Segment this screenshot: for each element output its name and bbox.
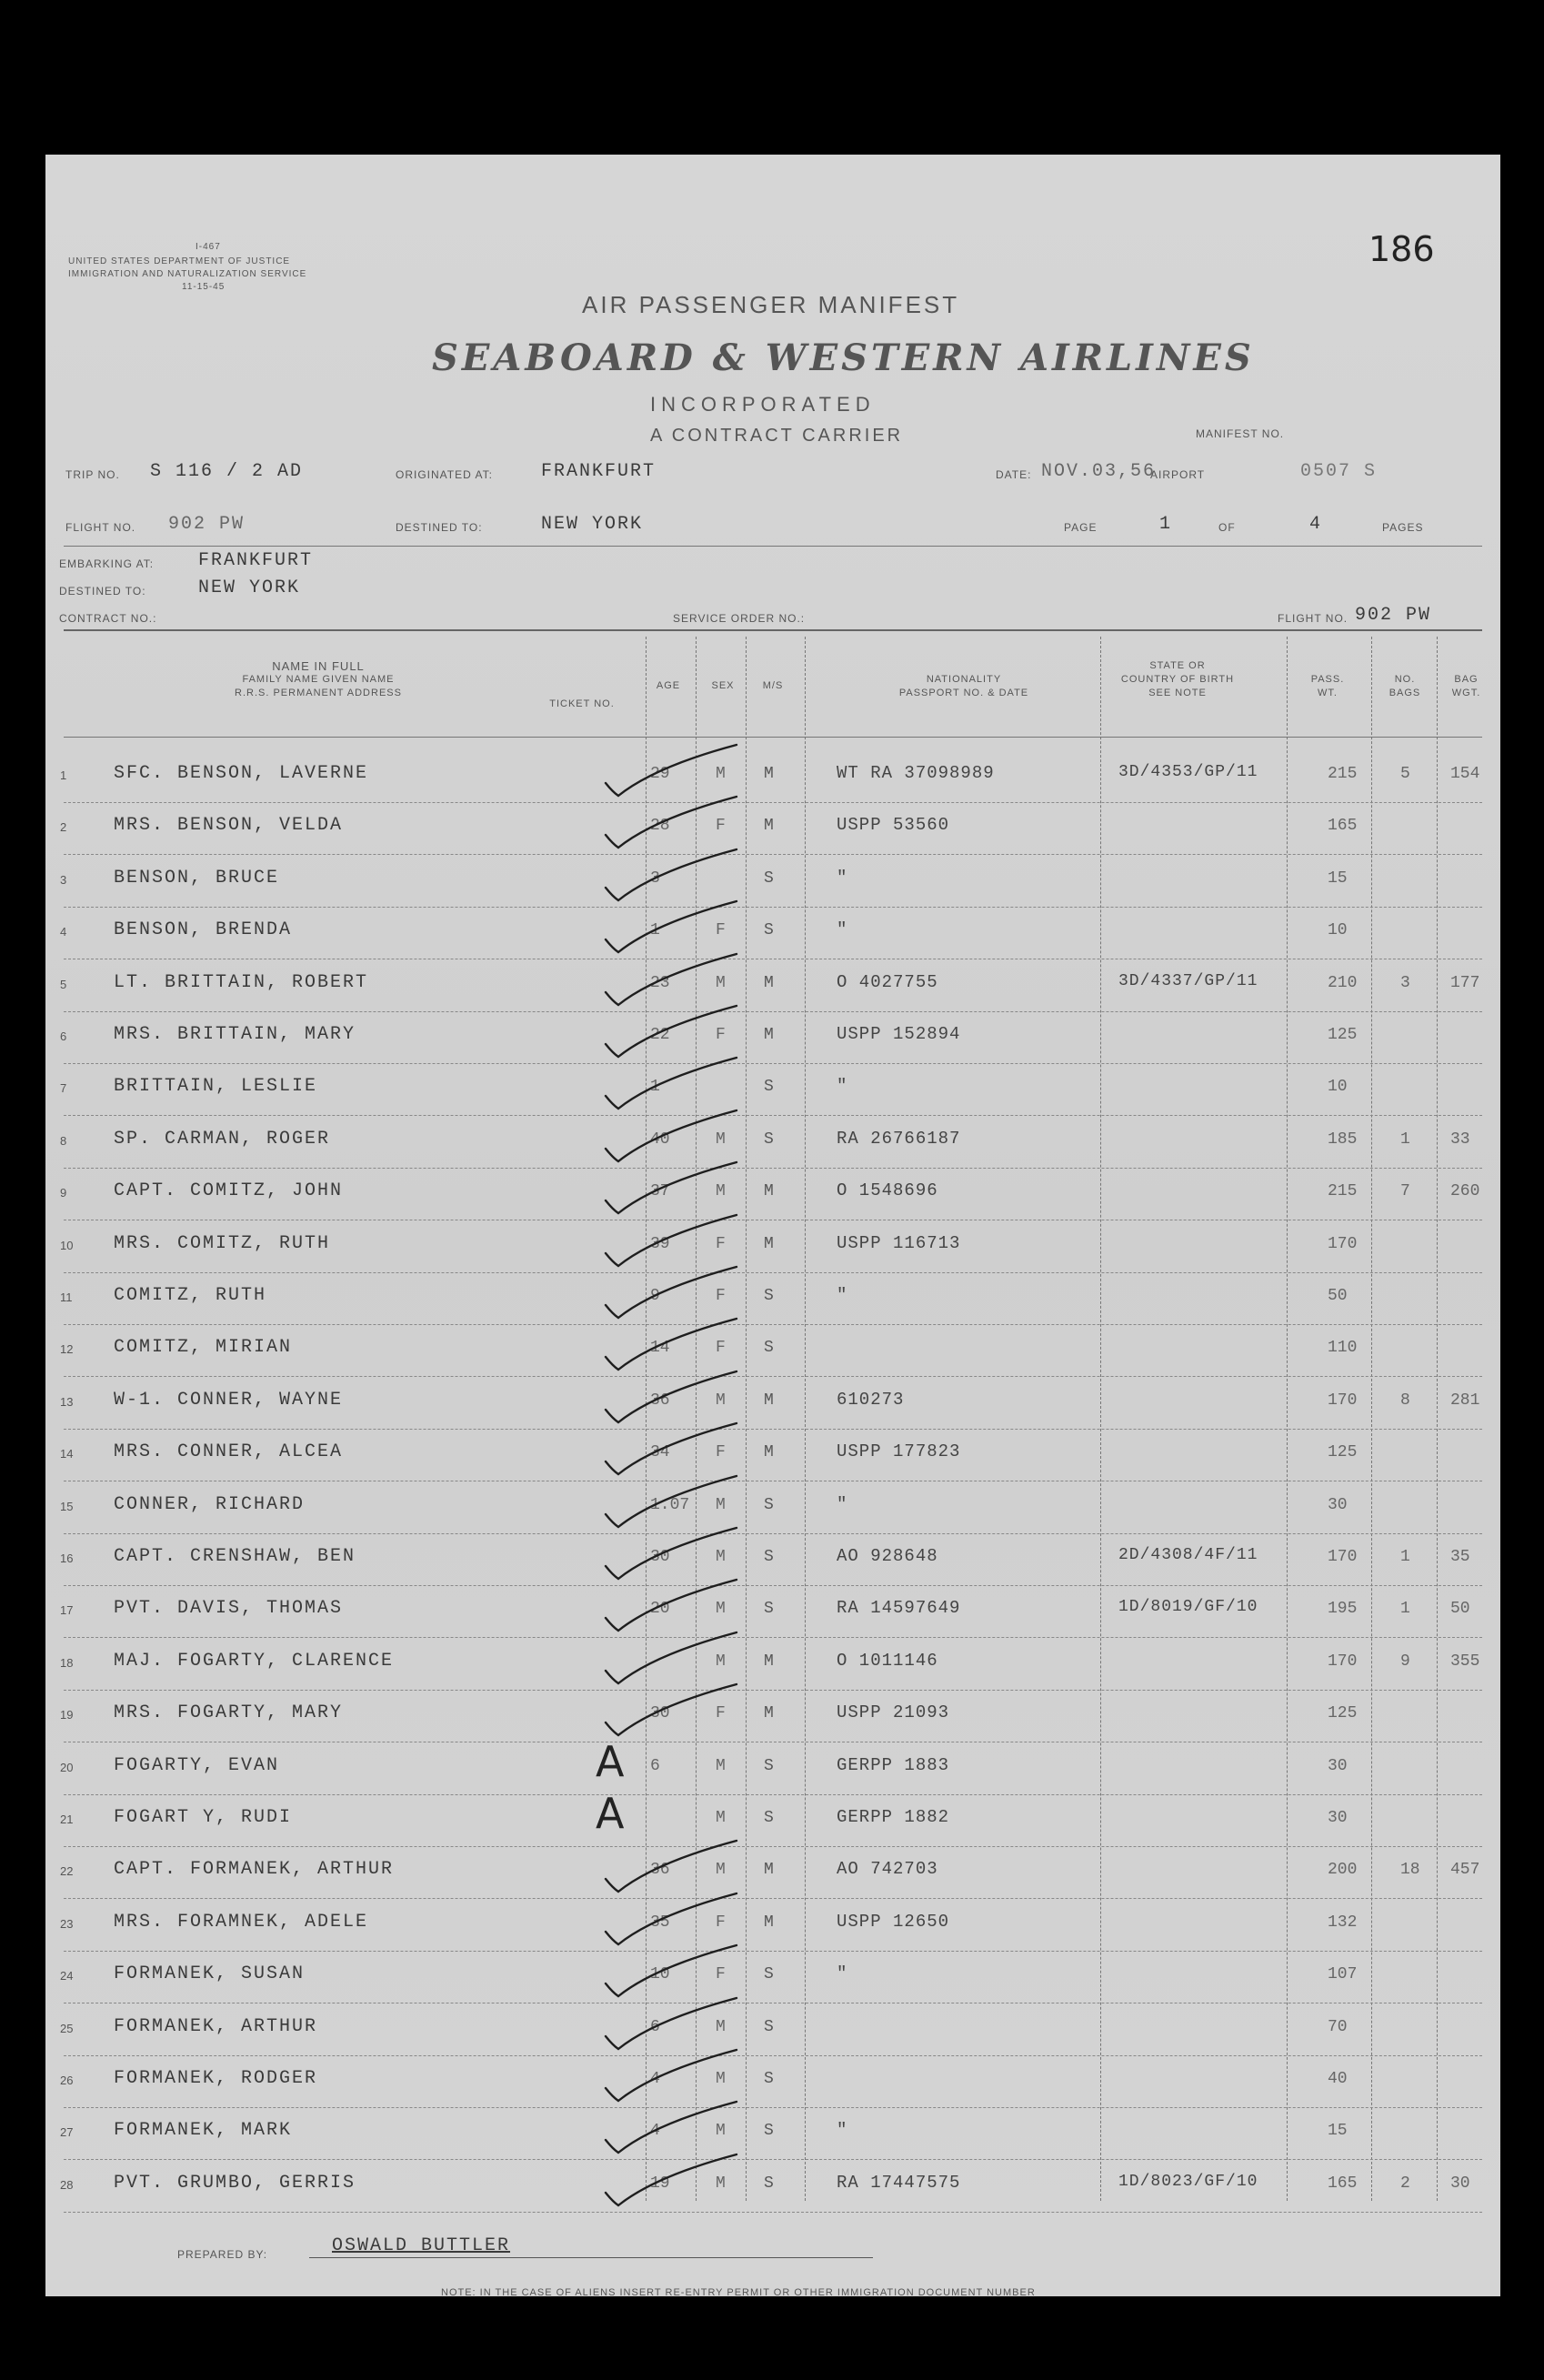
originated-at-value: FRANKFURT (541, 461, 657, 482)
marital-status-cell: M (764, 1391, 774, 1410)
marital-status-cell: S (764, 1756, 774, 1775)
age-cell: 29 (650, 765, 670, 783)
table-row (45, 2005, 1500, 2056)
bags-cell: 1 (1400, 1130, 1410, 1149)
age-cell: 4 (650, 2122, 660, 2141)
age-cell: 30 (650, 1704, 670, 1723)
manifest-sheet (45, 155, 1500, 2296)
footer-note: NOTE: IN THE CASE OF ALIENS INSERT RE-ENTRY PERMIT OR OTHER IMMIGRATION DOCUMENT NUMBER (441, 2287, 1036, 2298)
passenger-name: MAJ. FOGARTY, CLARENCE (114, 1650, 395, 1672)
page-value: 1 (1159, 514, 1173, 535)
table-row (45, 1692, 1500, 1742)
age-cell: 14 (650, 1339, 670, 1358)
table-row (45, 2057, 1500, 2108)
row-number: 11 (60, 1290, 73, 1304)
table-row (45, 1736, 1500, 1795)
col-ms-header: M/S (762, 680, 784, 691)
age-cell: 37 (650, 1182, 670, 1201)
age-cell: 36 (650, 1391, 670, 1410)
manifest-no-label: MANIFEST NO. (1196, 427, 1285, 440)
age-cell: 1.07 (650, 1495, 690, 1514)
prepared-by-value: OSWALD BUTTLER (332, 2235, 511, 2256)
of-label: OF (1218, 521, 1236, 534)
row-number: 5 (60, 977, 67, 991)
passport-cell: " (837, 1963, 848, 1984)
date-value: NOV.03,56 (1041, 461, 1157, 482)
sex-cell: M (716, 1548, 726, 1566)
birth-country-cell: 3D/4353/GP/11 (1118, 763, 1258, 781)
row-number: 14 (60, 1447, 74, 1461)
row-number: 15 (60, 1499, 74, 1513)
bag-weight-cell: 281 (1450, 1391, 1480, 1410)
passenger-name: W-1. CONNER, WAYNE (114, 1389, 344, 1411)
pages-label: PAGES (1382, 521, 1424, 534)
marital-status-cell: S (764, 1287, 774, 1305)
weight-cell: 15 (1328, 869, 1348, 888)
age-cell: 6 (650, 2017, 660, 2036)
passenger-name: PVT. GRUMBO, GERRIS (114, 2172, 356, 2194)
weight-cell: 50 (1328, 1287, 1348, 1305)
contract-no-label: CONTRACT NO.: (59, 612, 157, 625)
passenger-name: FORMANEK, ARTHUR (114, 2015, 318, 2037)
passenger-name: FORMANEK, SUSAN (114, 1963, 306, 1985)
marital-status-cell: S (764, 2174, 774, 2193)
passport-cell: USPP 177823 (837, 1441, 961, 1462)
bag-weight-cell: 355 (1450, 1652, 1480, 1671)
passport-cell: GERPP 1883 (837, 1754, 950, 1775)
marital-status-cell: S (764, 2122, 774, 2141)
table-row (45, 961, 1500, 1012)
passport-cell: O 4027755 (837, 971, 938, 992)
weight-cell: 30 (1328, 1495, 1348, 1514)
sex-cell: M (716, 1756, 726, 1775)
sex-cell: M (716, 973, 726, 992)
table-row (45, 1222, 1500, 1273)
sex-cell: M (716, 2070, 726, 2088)
passport-cell: " (837, 1285, 848, 1305)
destined-to-2-label: DESTINED TO: (59, 585, 146, 598)
marital-status-cell: M (764, 1182, 774, 1201)
passport-cell: 610273 (837, 1389, 905, 1410)
marital-status-cell: S (764, 1339, 774, 1358)
service-order-label: SERVICE ORDER NO.: (673, 612, 806, 625)
row-number: 12 (60, 1342, 74, 1357)
airport-label: AIRPORT (1150, 468, 1206, 481)
table-row (45, 1587, 1500, 1638)
page-label: PAGE (1064, 521, 1098, 534)
age-cell: 1 (650, 1078, 660, 1097)
stamp-line-3: 11-15-45 (182, 282, 226, 292)
marital-status-cell: S (764, 2017, 774, 2036)
table-row (45, 1431, 1500, 1481)
marital-status-cell: M (764, 973, 774, 992)
airport-value: 0507 S (1300, 461, 1378, 482)
row-number: 13 (60, 1394, 74, 1409)
col-sex-header: SEX (711, 680, 735, 691)
row-number: 25 (60, 2021, 74, 2035)
sex-cell: M (716, 2017, 726, 2036)
sex-cell: F (716, 1339, 726, 1358)
age-cell: 40 (650, 1130, 670, 1149)
bag-weight-cell: 154 (1450, 765, 1480, 783)
handwritten-a-mark: A (596, 1789, 625, 1838)
passport-cell: O 1011146 (837, 1650, 938, 1671)
weight-cell: 15 (1328, 2122, 1348, 2141)
manifest-title: AIR PASSENGER MANIFEST (582, 291, 960, 318)
row-number: 16 (60, 1552, 74, 1565)
check-mark-icon (600, 2149, 746, 2213)
marital-status-cell: S (764, 921, 774, 940)
weight-cell: 132 (1328, 1913, 1358, 1932)
col-ticket-header: TICKET NO. (549, 698, 615, 709)
passenger-name: MRS. FOGARTY, MARY (114, 1702, 344, 1724)
age-cell: 36 (650, 1861, 670, 1880)
age-cell: 28 (650, 817, 670, 836)
weight-cell: 70 (1328, 2017, 1348, 2036)
weight-cell: 30 (1328, 1756, 1348, 1775)
weight-cell: 10 (1328, 921, 1348, 940)
airline-name: SEABOARD & WESTERN AIRLINES (432, 336, 1255, 379)
weight-cell: 215 (1328, 1182, 1358, 1201)
sex-cell: F (716, 1704, 726, 1723)
sex-cell: F (716, 1026, 726, 1044)
col-bag-weight-header: BAG WGT. (1451, 674, 1481, 698)
marital-status-cell: S (764, 1600, 774, 1619)
table-row (45, 1170, 1500, 1220)
date-label: DATE: (996, 468, 1032, 481)
destined-to-2-value: NEW YORK (198, 577, 301, 598)
passenger-name: MRS. CONNER, ALCEA (114, 1441, 344, 1463)
flight-no-value: 902 PW (168, 514, 246, 535)
row-number: 7 (60, 1081, 67, 1096)
passport-cell: USPP 12650 (837, 1911, 950, 1932)
bags-cell: 2 (1400, 2174, 1410, 2193)
table-row (45, 1901, 1500, 1952)
bag-weight-cell: 177 (1450, 973, 1480, 992)
bag-weight-cell: 30 (1450, 2174, 1470, 2193)
marital-status-cell: M (764, 765, 774, 783)
embarking-at-label: EMBARKING AT: (59, 557, 155, 570)
sheet-number: 186 (1369, 229, 1435, 269)
marital-status-cell: M (764, 1234, 774, 1253)
passenger-name: MRS. BRITTAIN, MARY (114, 1024, 356, 1045)
sex-cell: M (716, 1809, 726, 1827)
passport-cell: WT RA 37098989 (837, 763, 995, 783)
passenger-name: MRS. FORAMNEK, ADELE (114, 1911, 369, 1933)
passport-cell: RA 17447575 (837, 2172, 961, 2193)
bag-weight-cell: 260 (1450, 1182, 1480, 1201)
table-row (45, 1065, 1500, 1116)
passport-cell: " (837, 2120, 848, 2141)
passenger-name: SFC. BENSON, LAVERNE (114, 763, 369, 784)
table-row (45, 2162, 1500, 2213)
marital-status-cell: M (764, 817, 774, 836)
marital-status-cell: M (764, 1861, 774, 1880)
weight-cell: 10 (1328, 1078, 1348, 1097)
row-number: 27 (60, 2125, 74, 2140)
marital-status-cell: S (764, 1965, 774, 1984)
col-nationality-header: NATIONALITY PASSPORT NO. & DATE (898, 674, 1029, 698)
stamp-line-2: IMMIGRATION AND NATURALIZATION SERVICE (68, 269, 307, 279)
passenger-name: CONNER, RICHARD (114, 1493, 306, 1515)
age-cell: 9 (650, 1287, 660, 1305)
passenger-name: COMITZ, RUTH (114, 1285, 267, 1306)
bags-cell: 18 (1400, 1861, 1420, 1880)
sex-cell: M (716, 1861, 726, 1880)
weight-cell: 107 (1328, 1965, 1358, 1984)
row-number: 8 (60, 1133, 67, 1148)
trip-no-label: TRIP NO. (65, 468, 120, 481)
age-cell: 30 (650, 1548, 670, 1566)
sex-cell: M (716, 1495, 726, 1514)
row-number: 28 (60, 2177, 74, 2192)
weight-cell: 165 (1328, 2174, 1358, 2193)
weight-cell: 165 (1328, 817, 1358, 836)
of-value: 4 (1309, 514, 1323, 535)
sex-cell: M (716, 1652, 726, 1671)
weight-cell: 30 (1328, 1809, 1348, 1827)
weight-cell: 110 (1328, 1339, 1358, 1358)
passenger-name: COMITZ, MIRIAN (114, 1337, 293, 1359)
weight-cell: 170 (1328, 1391, 1358, 1410)
age-cell: 34 (650, 1443, 670, 1462)
marital-status-cell: M (764, 1026, 774, 1044)
passenger-name: MRS. BENSON, VELDA (114, 815, 344, 837)
table-row (45, 1535, 1500, 1586)
row-number: 21 (60, 1813, 74, 1826)
contract-carrier-text: A CONTRACT CARRIER (650, 426, 904, 446)
prepared-by-label: PREPARED BY: (177, 2248, 268, 2261)
table-row (45, 1789, 1500, 1847)
marital-status-cell: S (764, 1548, 774, 1566)
passport-cell: " (837, 919, 848, 940)
trip-no-value: S 116 / 2 AD (150, 461, 304, 482)
bags-cell: 1 (1400, 1600, 1410, 1619)
passport-cell: O 1548696 (837, 1180, 938, 1201)
flight-no-2-label: FLIGHT NO. (1278, 612, 1348, 625)
marital-status-cell: S (764, 1130, 774, 1149)
sex-cell: M (716, 1182, 726, 1201)
passport-cell: " (837, 1493, 848, 1514)
age-cell: 6 (650, 1756, 660, 1775)
bags-cell: 7 (1400, 1182, 1410, 1201)
birth-country-cell: 3D/4337/GP/11 (1118, 971, 1258, 990)
row-number: 2 (60, 820, 67, 835)
passenger-name: PVT. DAVIS, THOMAS (114, 1598, 344, 1620)
row-number: 22 (60, 1864, 74, 1879)
bags-cell: 5 (1400, 765, 1410, 783)
passenger-name: FORMANEK, MARK (114, 2120, 293, 2142)
weight-cell: 125 (1328, 1704, 1358, 1723)
marital-status-cell: S (764, 2070, 774, 2088)
sex-cell: F (716, 1234, 726, 1253)
col-name-header: NAME IN FULL FAMILY NAME GIVEN NAME R.R.S. PERMANENT ADDRESS (235, 659, 402, 698)
marital-status-cell: S (764, 1078, 774, 1097)
passport-cell: USPP 53560 (837, 815, 950, 836)
age-cell: 4 (650, 2070, 660, 2088)
col-state-header: STATE OR COUNTRY OF BIRTH SEE NOTE (1120, 660, 1235, 698)
marital-status-cell: M (764, 1443, 774, 1462)
flight-no-label: FLIGHT NO. (65, 521, 136, 534)
bag-weight-cell: 457 (1450, 1861, 1480, 1880)
marital-status-cell: S (764, 1495, 774, 1514)
row-number: 3 (60, 872, 67, 887)
marital-status-cell: M (764, 1704, 774, 1723)
sex-cell: M (716, 2174, 726, 2193)
passenger-name: BENSON, BRENDA (114, 919, 293, 941)
passenger-name: BRITTAIN, LESLIE (114, 1076, 318, 1098)
weight-cell: 210 (1328, 973, 1358, 992)
age-cell: 22 (650, 1026, 670, 1044)
weight-cell: 215 (1328, 765, 1358, 783)
table-row (45, 1953, 1500, 2003)
col-age-header: AGE (656, 680, 681, 691)
passenger-name: FOGART Y, RUDI (114, 1807, 293, 1828)
sex-cell: F (716, 921, 726, 940)
sex-cell: F (716, 1913, 726, 1932)
table-row (45, 1274, 1500, 1325)
row-number: 6 (60, 1029, 67, 1043)
birth-country-cell: 1D/8019/GF/10 (1118, 1598, 1258, 1617)
row-number: 9 (60, 1186, 67, 1200)
passport-cell: RA 26766187 (837, 1128, 961, 1149)
passenger-name: FORMANEK, RODGER (114, 2068, 318, 2089)
bags-cell: 9 (1400, 1652, 1410, 1671)
passport-cell: GERPP 1882 (837, 1807, 950, 1827)
table-row (45, 1848, 1500, 1899)
passenger-name: MRS. COMITZ, RUTH (114, 1232, 331, 1254)
age-cell: 35 (650, 1913, 670, 1932)
row-number: 17 (60, 1603, 74, 1618)
weight-cell: 125 (1328, 1026, 1358, 1044)
table-row (45, 1326, 1500, 1377)
row-number: 18 (60, 1655, 74, 1670)
check-mark-icon (600, 1679, 746, 1742)
weight-cell: 195 (1328, 1600, 1358, 1619)
incorporated-text: INCORPORATED (650, 393, 876, 416)
weight-cell: 185 (1328, 1130, 1358, 1149)
row-number: 19 (60, 1708, 74, 1722)
col-weight-header: PASS. WT. (1310, 674, 1345, 698)
sex-cell: F (716, 1287, 726, 1305)
table-row (45, 804, 1500, 855)
sex-cell: M (716, 1130, 726, 1149)
bags-cell: 1 (1400, 1548, 1410, 1566)
weight-cell: 170 (1328, 1234, 1358, 1253)
age-cell: 20 (650, 1600, 670, 1619)
passport-cell: AO 742703 (837, 1859, 938, 1880)
table-row (45, 857, 1500, 908)
age-cell: 1 (650, 921, 660, 940)
passenger-name: CAPT. COMITZ, JOHN (114, 1180, 344, 1202)
marital-status-cell: M (764, 1652, 774, 1671)
bags-cell: 3 (1400, 973, 1410, 992)
stamp-form-number: I-467 (196, 242, 221, 252)
weight-cell: 200 (1328, 1861, 1358, 1880)
bag-weight-cell: 33 (1450, 1130, 1470, 1149)
passenger-name: SP. CARMAN, ROGER (114, 1128, 331, 1150)
sex-cell: M (716, 1600, 726, 1619)
sex-cell: F (716, 1443, 726, 1462)
age-cell: 23 (650, 973, 670, 992)
weight-cell: 125 (1328, 1443, 1358, 1462)
marital-status-cell: M (764, 1913, 774, 1932)
bag-weight-cell: 50 (1450, 1600, 1470, 1619)
table-row (45, 2109, 1500, 2160)
passport-cell: " (837, 1076, 848, 1097)
table-row (45, 1379, 1500, 1430)
age-cell: 10 (650, 1965, 670, 1984)
sex-cell: M (716, 765, 726, 783)
age-cell: 3 (650, 869, 660, 888)
table-row (45, 1640, 1500, 1691)
marital-status-cell: S (764, 869, 774, 888)
table-row (45, 752, 1500, 803)
weight-cell: 170 (1328, 1548, 1358, 1566)
row-number: 4 (60, 925, 67, 939)
row-number: 20 (60, 1760, 74, 1774)
row-number: 26 (60, 2074, 74, 2087)
weight-cell: 40 (1328, 2070, 1348, 2088)
sex-cell: M (716, 2122, 726, 2141)
table-row (45, 1118, 1500, 1169)
age-cell: 19 (650, 2174, 670, 2193)
sex-cell: F (716, 817, 726, 836)
table-row (45, 1013, 1500, 1064)
row-number: 1 (60, 768, 67, 782)
destined-to-label: DESTINED TO: (396, 521, 483, 534)
bag-weight-cell: 35 (1450, 1548, 1470, 1566)
sex-cell: F (716, 1965, 726, 1984)
sex-cell: M (716, 1391, 726, 1410)
passport-cell: USPP 116713 (837, 1232, 961, 1253)
row-number: 10 (60, 1238, 74, 1252)
birth-country-cell: 2D/4308/4F/11 (1118, 1546, 1258, 1564)
passport-cell: USPP 152894 (837, 1024, 961, 1044)
originated-at-label: ORIGINATED AT: (396, 468, 493, 481)
weight-cell: 170 (1328, 1652, 1358, 1671)
handwritten-a-mark: A (596, 1736, 625, 1786)
destined-to-value: NEW YORK (541, 514, 644, 535)
passenger-name: CAPT. FORMANEK, ARTHUR (114, 1859, 395, 1881)
age-cell: 39 (650, 1234, 670, 1253)
passenger-name: BENSON, BRUCE (114, 867, 280, 889)
passport-cell: USPP 21093 (837, 1702, 950, 1723)
col-bags-header: NO. BAGS (1389, 674, 1421, 698)
birth-country-cell: 1D/8023/GF/10 (1118, 2172, 1258, 2191)
bags-cell: 8 (1400, 1391, 1410, 1410)
passport-cell: " (837, 867, 848, 888)
passport-cell: RA 14597649 (837, 1598, 961, 1619)
table-row (45, 909, 1500, 959)
row-number: 24 (60, 1969, 74, 1983)
passport-cell: AO 928648 (837, 1546, 938, 1566)
flight-no-2-value: 902 PW (1355, 605, 1432, 626)
passenger-name: CAPT. CRENSHAW, BEN (114, 1546, 356, 1567)
marital-status-cell: S (764, 1809, 774, 1827)
passenger-name: LT. BRITTAIN, ROBERT (114, 971, 369, 993)
embarking-at-value: FRANKFURT (198, 550, 314, 571)
row-number: 23 (60, 1916, 74, 1931)
passenger-name: FOGARTY, EVAN (114, 1754, 280, 1776)
table-row (45, 1483, 1500, 1534)
stamp-line-1: UNITED STATES DEPARTMENT OF JUSTICE (68, 256, 291, 266)
